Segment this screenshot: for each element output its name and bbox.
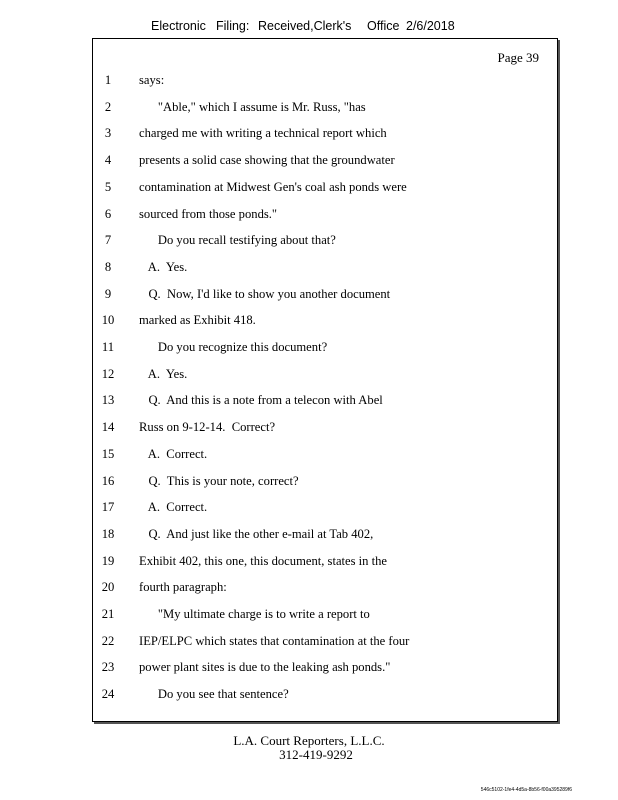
transcript-line [93, 287, 557, 307]
transcript-line [93, 474, 557, 494]
transcript-line [93, 260, 557, 280]
line-text: Exhibit 402, this one, this document, states in the [139, 553, 388, 568]
line-number: 5 [104, 179, 112, 194]
transcript-line [93, 73, 557, 93]
transcript-line [93, 527, 557, 547]
line-text: Do you recall testifying about that? [139, 233, 336, 248]
line-text: power plant sites is due to the leaking ash ponds." [139, 660, 391, 675]
transcript-line [93, 367, 557, 387]
line-number: 4 [104, 153, 112, 168]
line-number: 6 [104, 206, 112, 221]
line-number: 20 [101, 580, 115, 595]
line-number: 10 [101, 313, 115, 328]
transcript-line [93, 233, 557, 253]
header-office: Office [367, 19, 400, 33]
line-text: says: [139, 73, 165, 87]
line-number: 13 [101, 393, 115, 408]
line-number: 24 [101, 687, 115, 702]
footer-phone: 312-419-9292 [279, 747, 353, 762]
line-text: Q. And just like the other e-mail at Tab 402, [139, 526, 374, 541]
line-number: 3 [104, 126, 112, 141]
transcript-line [93, 447, 557, 467]
transcript-line [93, 607, 557, 627]
line-text: IEP/ELPC which states that contamination at the four [139, 633, 410, 648]
line-number: 2 [104, 99, 112, 114]
line-text: charged me with writing a technical report which [139, 126, 387, 141]
line-number: 1 [104, 73, 112, 87]
transcript-line [93, 420, 557, 440]
line-number: 16 [101, 473, 115, 488]
line-text: presents a solid case showing that the groundwater [139, 153, 395, 168]
transcript-page [92, 38, 558, 722]
line-number: 15 [101, 446, 115, 461]
transcript-line [93, 634, 557, 654]
transcript-line [93, 554, 557, 574]
transcript-line [93, 687, 557, 707]
line-text: A. Correct. [139, 446, 208, 461]
footer-company: L.A. Court Reporters, L.L.C. [233, 733, 385, 748]
transcript-line [93, 126, 557, 146]
document-id: 546c5102-1fe4-4d5a-8b56-f00a395289f6 [480, 787, 572, 793]
line-number: 12 [101, 366, 115, 381]
transcript-line [93, 500, 557, 520]
line-number: 22 [101, 633, 115, 648]
transcript-line [93, 153, 557, 173]
line-number: 7 [104, 233, 112, 248]
line-text: A. Correct. [139, 500, 208, 515]
line-number: 18 [101, 526, 115, 541]
line-number: 19 [101, 553, 115, 568]
transcript-line [93, 207, 557, 227]
line-text: fourth paragraph: [139, 580, 227, 595]
line-number: 14 [101, 420, 115, 435]
line-text: A. Yes. [139, 366, 188, 381]
line-text: Q. This is your note, correct? [139, 473, 299, 488]
line-text: Do you recognize this document? [139, 340, 328, 354]
line-number: 11 [101, 340, 115, 354]
line-number: 21 [101, 607, 115, 621]
line-text: Q. And this is a note from a telecon with Abel [139, 393, 383, 408]
line-text: contamination at Midwest Gen's coal ash ponds were [139, 179, 407, 194]
transcript-line [93, 580, 557, 600]
line-number: 17 [101, 500, 115, 515]
line-text: A. Yes. [139, 259, 188, 274]
line-text: "My ultimate charge is to write a report to [139, 607, 370, 621]
line-text: "Able," which I assume is Mr. Russ, "has [139, 99, 366, 114]
transcript-line [93, 660, 557, 680]
transcript-line [93, 100, 557, 120]
line-number: 9 [104, 286, 112, 301]
page-number: Page 39 [497, 50, 539, 65]
line-text: Do you see that sentence? [139, 687, 289, 702]
line-number: 8 [104, 259, 112, 274]
transcript-line [93, 313, 557, 333]
line-text: Russ on 9-12-14. Correct? [139, 420, 276, 435]
transcript-line [93, 393, 557, 413]
line-text: marked as Exhibit 418. [139, 313, 256, 328]
transcript-line [93, 340, 557, 360]
line-text: Q. Now, I'd like to show you another document [139, 286, 391, 301]
header-received: Received,Clerk's [258, 19, 352, 33]
transcript-line [93, 180, 557, 200]
header-date: 2/6/2018 [406, 19, 455, 33]
line-number: 23 [101, 660, 115, 675]
header-electronic: Electronic [151, 19, 206, 33]
header-filing: Filing: [216, 19, 250, 33]
line-text: sourced from those ponds." [139, 206, 278, 221]
